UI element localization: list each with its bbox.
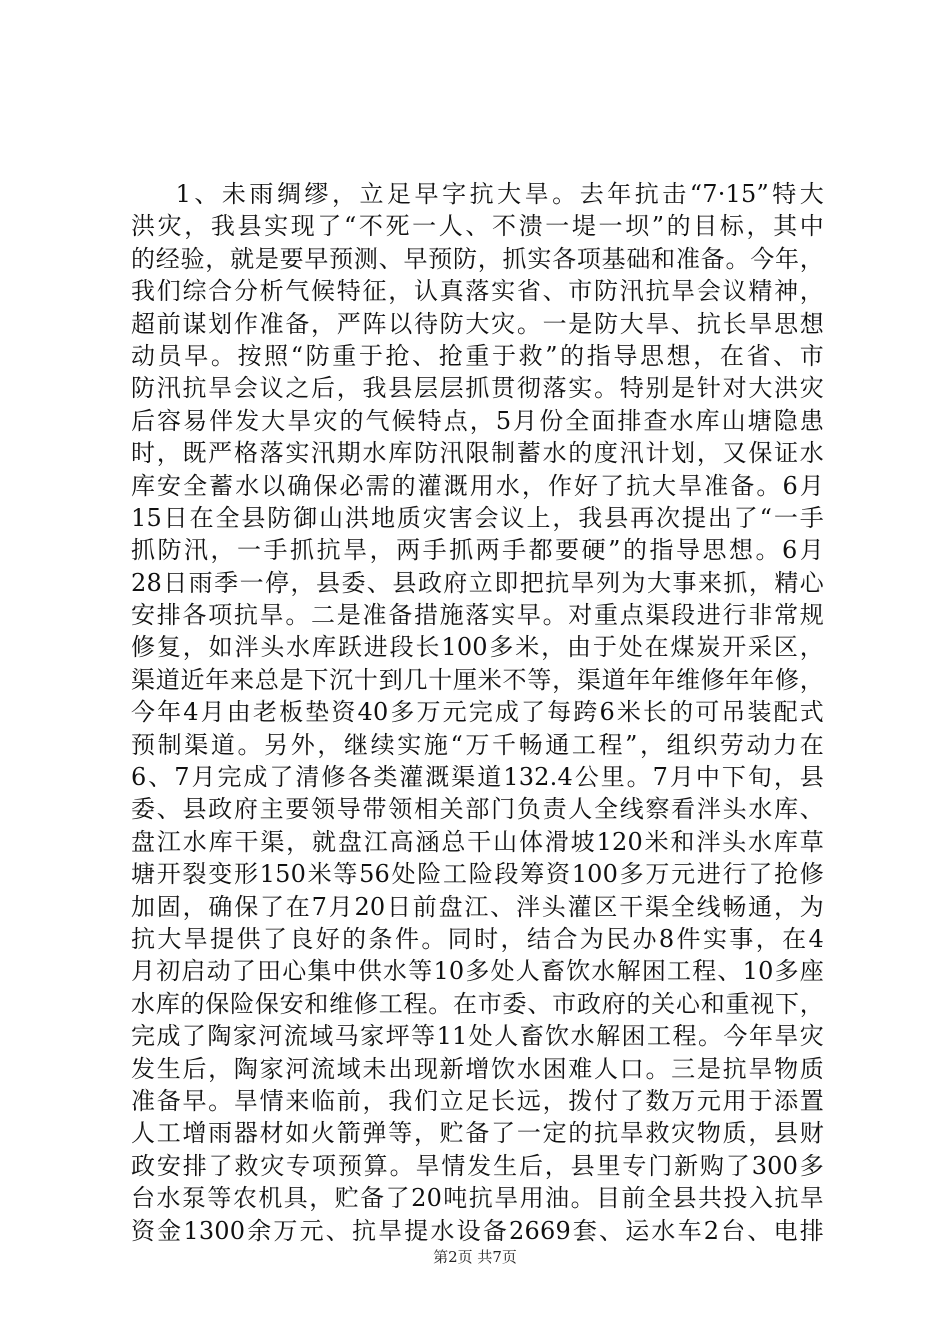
text-line: 安排各项抗旱。二是准备措施落实早。对重点渠段进行非常规 <box>131 601 824 630</box>
text-line: 28日雨季一停，县委、县政府立即把抗旱列为大事来抓，精心 <box>131 568 824 597</box>
text-line: 政安排了救灾专项预算。旱情发生后，县里专门新购了300多 <box>131 1151 824 1180</box>
text-line: 修复，如泮头水库跃进段长100多米，由于处在煤炭开采区， <box>131 633 824 662</box>
text-line: 库安全蓄水以确保必需的灌溉用水，作好了抗大旱准备。6月 <box>131 471 824 500</box>
text-line: 预制渠道。另外，继续实施“万千畅通工程”，组织劳动力在 <box>131 730 824 759</box>
text-line: 月初启动了田心集中供水等10多处人畜饮水解困工程、10多座 <box>131 957 824 986</box>
text-line: 抓防汛，一手抓抗旱，两手抓两手都要硬”的指导思想。6月 <box>131 536 824 565</box>
text-line: 超前谋划作准备，严阵以待防大灾。一是防大旱、抗长旱思想 <box>131 309 824 338</box>
text-line: 资金1300余万元、抗旱提水设备2669套、运水车2台、电排 <box>131 1216 824 1245</box>
page-footer <box>0 1246 950 1267</box>
text-line: 完成了陶家河流域马家坪等11处人畜饮水解困工程。今年旱灾 <box>131 1022 824 1051</box>
text-line: 我们综合分析气候特征，认真落实省、市防汛抗旱会议精神， <box>131 277 824 306</box>
text-line: 6、7月完成了清修各类灌溉渠道132.4公里。7月中下旬，县 <box>131 763 824 792</box>
text-line: 盘江水库干渠，就盘江高涵总干山体滑坡120米和泮头水库草 <box>131 827 824 856</box>
text-line: 的经验，就是要早预测、早预防，抓实各项基础和准备。今年， <box>131 244 824 273</box>
document-body <box>131 178 824 1247</box>
text-line: 今年4月由老板垫资40多万元完成了每跨6米长的可吊装配式 <box>131 698 824 727</box>
text-line: 后容易伴发大旱灾的气候特点，5月份全面排查水库山塘隐患 <box>131 406 824 435</box>
text-line: 防汛抗旱会议之后，我县层层抓贯彻落实。特别是针对大洪灾 <box>131 374 824 403</box>
text-line: 人工增雨器材如火箭弹等，贮备了一定的抗旱救灾物质，县财 <box>131 1119 824 1148</box>
page-number: 第2页 共7页 <box>433 1248 517 1266</box>
text-line: 准备早。旱情来临前，我们立足长远，拨付了数万元用于添置 <box>131 1086 824 1115</box>
text-line: 发生后，陶家河流域未出现新增饮水困难人口。三是抗旱物质 <box>131 1054 824 1083</box>
text-line: 1、未雨绸缪，立足早字抗大旱。去年抗击“7·15”特大 <box>131 180 824 208</box>
text-line: 水库的保险保安和维修工程。在市委、市政府的关心和重视下， <box>131 989 824 1018</box>
text-line: 动员早。按照“防重于抢、抢重于救”的指导思想，在省、市 <box>131 341 824 370</box>
text-line: 台水泵等农机具，贮备了20吨抗旱用油。目前全县共投入抗旱 <box>131 1184 824 1213</box>
text-line: 塘开裂变形150米等56处险工险段筹资100多万元进行了抢修 <box>131 860 824 889</box>
text-line: 渠道近年来总是下沉十到几十厘米不等，渠道年年维修年年修， <box>131 665 824 694</box>
text-line: 委、县政府主要领导带领相关部门负责人全线察看泮头水库、 <box>131 795 824 824</box>
text-line: 洪灾，我县实现了“不死一人、不溃一堤一坝”的目标，其中 <box>131 212 824 241</box>
text-line: 加固，确保了在7月20日前盘江、泮头灌区干渠全线畅通，为 <box>131 892 824 921</box>
text-line: 抗大旱提供了良好的条件。同时，结合为民办8件实事，在4 <box>131 924 824 953</box>
text-line: 15日在全县防御山洪地质灾害会议上，我县再次提出了“一手 <box>131 503 824 532</box>
text-line: 时，既严格落实汛期水库防汛限制蓄水的度汛计划，又保证水 <box>131 439 824 468</box>
